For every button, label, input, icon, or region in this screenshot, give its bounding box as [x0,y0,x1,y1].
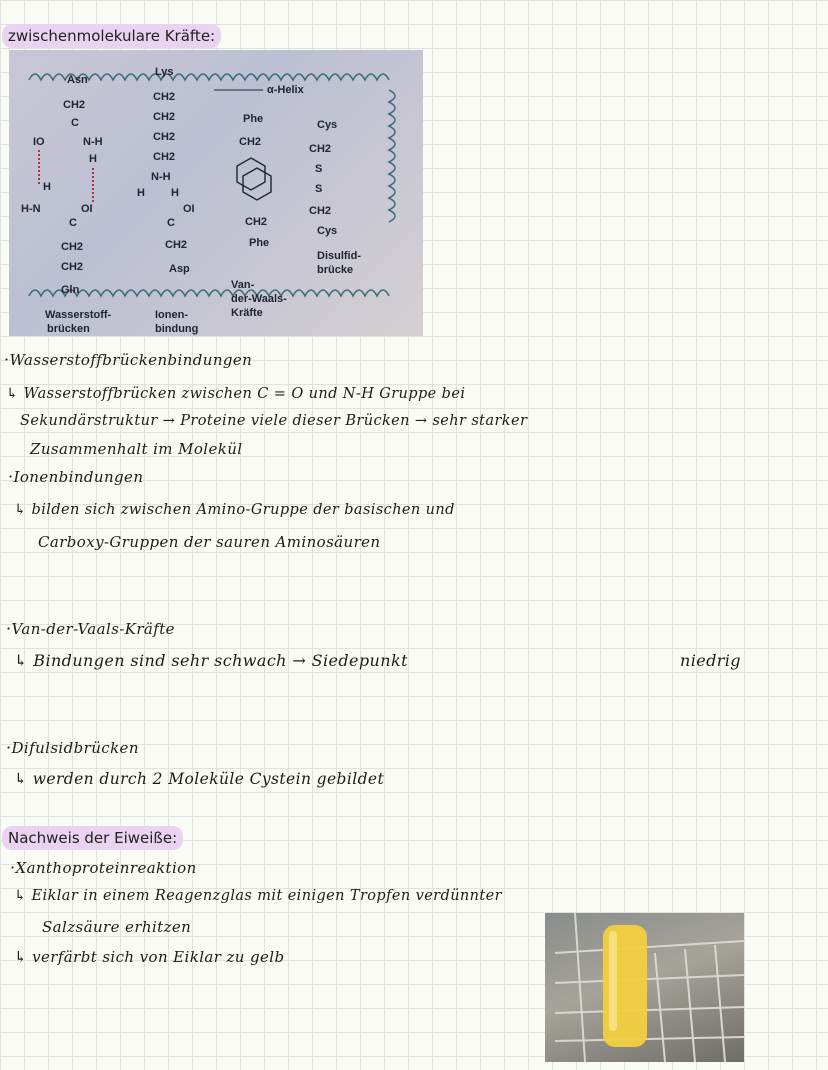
note-hydrogen-line2: Sekundärstruktur → Proteine viele dieser Brücken → sehr starker [20,413,528,429]
ch2-phe-top: CH2 [239,136,262,148]
benzene-rings [237,158,271,200]
hn-gln: H-N [21,203,41,215]
ch2-cys-top: CH2 [309,143,332,155]
ch2-cys-bottom: CH2 [309,205,332,217]
protein-structure-figure [9,50,423,336]
o-asp: OI [183,203,195,215]
note-hydrogen-bonds-title: ·Wasserstoffbrückenbindungen [4,350,253,369]
note-ionic-title: ·Ionenbindungen [8,467,144,486]
h-lys-right: H [171,187,179,199]
h-lys-left: H [137,187,145,199]
test-tube-illustration [545,913,744,1062]
residue-asn: Asn [67,74,88,86]
caption-disulfid-2: brücke [317,264,354,276]
note-vdw-title: ·Van-der-Vaals-Kräfte [6,619,175,638]
caption-disulfid-1: Disulfid- [317,250,361,262]
residue-gln: Gln [61,284,80,296]
section-title-protein-detection: Nachweis der Eiweiße: [2,826,183,850]
residue-cys-bottom: Cys [317,225,338,237]
note-xantho-line3: ↳ verfärbt sich von Eiklar zu gelb [14,948,285,966]
caption-wasserstoff-1: Wasserstoff- [45,309,112,321]
bullet-dot: · [4,350,10,369]
caption-ionen-2: bindung [155,323,199,335]
caption-vdw-3: Kräfte [231,307,263,319]
note-xantho-line1: ↳ Eiklar in einem Reagenzglas mit einigen Tropfen verdünnter [14,888,502,904]
ch2-gln-1: CH2 [61,241,84,253]
caption-vdw-1: Van- [231,279,255,291]
o-gln: OI [81,203,93,215]
ch2-gln-2: CH2 [61,261,84,273]
ch2-asp: CH2 [165,239,188,251]
caption-wasserstoff-2: brücken [47,323,90,335]
rack-wires [555,913,744,1062]
note-hydrogen-line3: Zusammenhalt im Molekül [30,440,243,458]
c-asp: C [167,217,175,229]
note-vdw-line1: ↳ Bindungen sind sehr schwach → Siedepunkt [14,651,408,670]
note-xantho-line2: Salzsäure erhitzen [42,918,192,936]
tube-highlight [609,931,617,1031]
residue-asp: Asp [169,263,190,275]
residue-phe-bottom: Phe [249,237,270,249]
bullet-dot: · [10,858,16,877]
test-tube-photo [545,913,744,1062]
nh-lys: N-H [151,171,171,183]
note-hydrogen-line1: ↳ Wasserstoffbrücken zwischen C = O und N-H Gruppe bei [6,386,466,402]
section-title-intermolecular-forces: zwischenmolekulare Kräfte: [2,24,221,48]
alpha-helix-label: α-Helix [267,84,304,96]
c-asn: C [71,117,79,129]
ch2-lys-2: CH2 [153,111,176,123]
caption-vdw-2: der-Waals- [231,293,287,305]
c-gln: C [69,217,77,229]
note-disulfide-line1: ↳ werden durch 2 Moleküle Cystein gebildet [14,770,385,788]
s-bottom: S [315,183,323,195]
note-disulfide-title: ·Difulsidbrücken [6,738,139,757]
residue-cys-top: Cys [317,119,338,131]
ch2-lys-1: CH2 [153,91,176,103]
bullet-dot: · [8,467,14,486]
bullet-dot: · [6,738,12,757]
bullet-dot: · [6,619,12,638]
note-ionic-line1: ↳ bilden sich zwischen Amino-Gruppe der basischen und [14,502,455,518]
h-asn: H [89,153,97,165]
note-ionic-line2: Carboxy-Gruppen der sauren Aminosäuren [38,533,381,551]
h-gln: H [43,181,51,193]
nh-asn: N-H [83,136,103,148]
ch2-lys-3: CH2 [153,131,176,143]
s-top: S [315,163,323,175]
note-xantho-title: ·Xanthoproteinreaktion [10,858,197,877]
o-left: IO [33,136,45,148]
caption-ionen-1: Ionen- [155,309,188,321]
residue-lys: Lys [155,66,174,78]
protein-diagram [9,50,423,336]
note-vdw-line1-end: niedrig [680,651,741,670]
ch2-lys-4: CH2 [153,151,176,163]
residue-phe-top: Phe [243,113,264,125]
ch2-phe-bottom: CH2 [245,216,268,228]
ch2-asn: CH2 [63,99,86,111]
